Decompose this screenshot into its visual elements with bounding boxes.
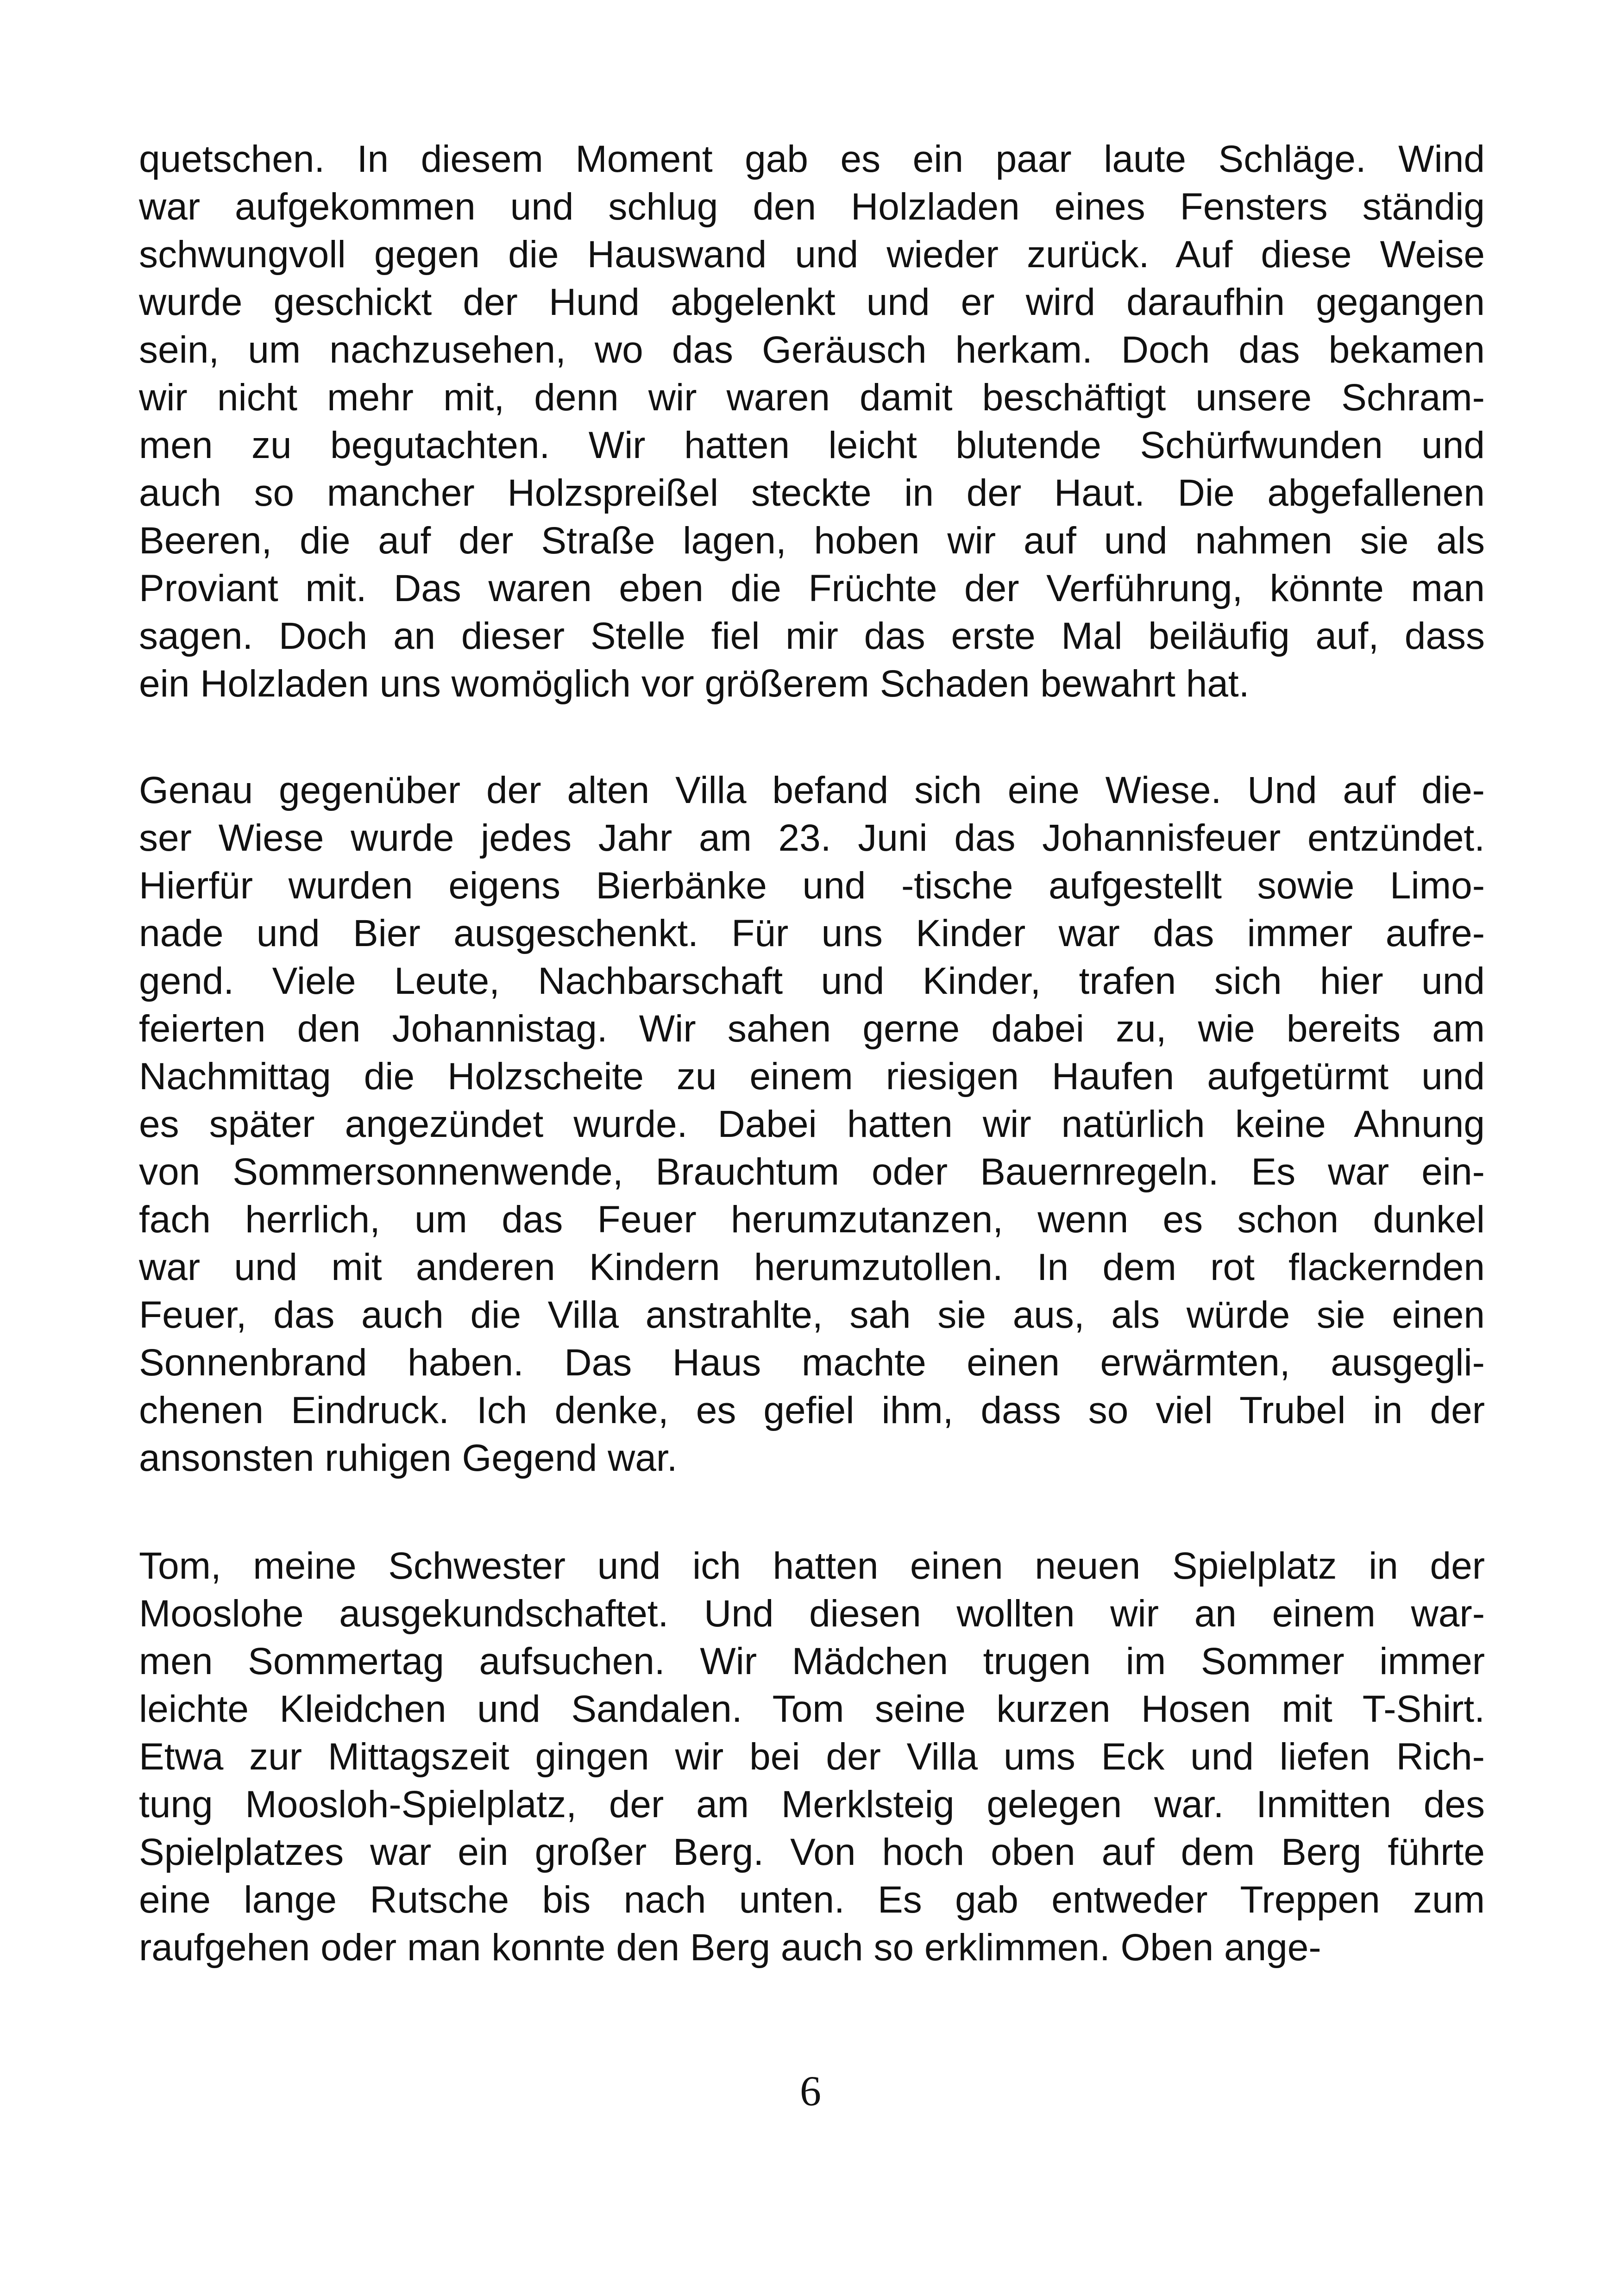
text-line: es später angezündet wurde. Dabei hatten wir natürlich keine Ahnung — [139, 1103, 1485, 1145]
text-line: ansonsten ruhigen Gegend war. — [139, 1437, 678, 1479]
text-line: war aufgekommen und schlug den Holzladen eines Fensters ständig — [139, 186, 1485, 228]
paragraph-2 — [139, 766, 1485, 1482]
text-line: feierten den Johannistag. Wir sahen gerne dabei zu, wie bereits am — [139, 1008, 1485, 1050]
text-line: eine lange Rutsche bis nach unten. Es gab entweder Treppen zum — [139, 1879, 1485, 1921]
text-line: schwungvoll gegen die Hauswand und wieder zurück. Auf diese Weise — [139, 233, 1485, 276]
text-line: raufgehen oder man konnte den Berg auch so erklimmen. Oben ange- — [139, 1926, 1321, 1969]
text-line: Proviant mit. Das waren eben die Früchte der Verführung, könnte man — [139, 567, 1485, 609]
text-line: von Sommersonnenwende, Brauchtum oder Bauernregeln. Es war ein- — [139, 1151, 1485, 1193]
text-line: men zu begutachten. Wir hatten leicht blutende Schürfwunden und — [139, 424, 1485, 466]
text-line: gend. Viele Leute, Nachbarschaft und Kinder, trafen sich hier und — [139, 960, 1485, 1002]
text-line: quetschen. In diesem Moment gab es ein paar laute Schläge. Wind — [139, 138, 1485, 180]
text-line: Genau gegenüber der alten Villa befand sich eine Wiese. Und auf die- — [139, 769, 1485, 811]
text-line: ein Holzladen uns womöglich vor größerem Schaden bewahrt hat. — [139, 663, 1250, 705]
text-line: tung Moosloh-Spielplatz, der am Merklsteig gelegen war. Inmitten des — [139, 1783, 1485, 1826]
text-line: Feuer, das auch die Villa anstrahlte, sah sie aus, als würde sie einen — [139, 1294, 1485, 1336]
text-line: fach herrlich, um das Feuer herumzutanzen, wenn es schon dunkel — [139, 1198, 1485, 1241]
text-line: war und mit anderen Kindern herumzutollen. In dem rot flackernden — [139, 1246, 1485, 1288]
text-line: sagen. Doch an dieser Stelle fiel mir das erste Mal beiläufig auf, dass — [139, 615, 1485, 657]
text-line: Etwa zur Mittagszeit gingen wir bei der Villa ums Eck und liefen Rich- — [139, 1736, 1485, 1778]
paragraph-1 — [139, 135, 1485, 708]
text-line: Tom, meine Schwester und ich hatten einen neuen Spielplatz in der — [139, 1545, 1485, 1587]
text-line: Spielplatzes war ein großer Berg. Von hoch oben auf dem Berg führte — [139, 1831, 1485, 1873]
text-line: wir nicht mehr mit, denn wir waren damit beschäftigt unsere Schram- — [139, 376, 1485, 419]
text-line: Sonnenbrand haben. Das Haus machte einen erwärmten, ausgegli- — [139, 1342, 1485, 1384]
text-line: Nachmittag die Holzscheite zu einem riesigen Haufen aufgetürmt und — [139, 1055, 1485, 1098]
text-line: ser Wiese wurde jedes Jahr am 23. Juni das Johannisfeuer entzündet. — [139, 817, 1485, 859]
text-line: chenen Eindruck. Ich denke, es gefiel ihm, dass so viel Trubel in der — [139, 1389, 1485, 1431]
text-line: Mooslohe ausgekundschaftet. Und diesen wollten wir an einem war- — [139, 1593, 1485, 1635]
text-line: wurde geschickt der Hund abgelenkt und er wird daraufhin gegangen — [139, 281, 1485, 323]
page-number: 6 — [800, 2067, 821, 2114]
text-line: nade und Bier ausgeschenkt. Für uns Kinder war das immer aufre- — [139, 912, 1485, 954]
text-line: Hierfür wurden eigens Bierbänke und -tische aufgestellt sowie Limo- — [139, 865, 1485, 907]
text-line: auch so mancher Holzspreißel steckte in der Haut. Die abgefallenen — [139, 472, 1485, 514]
text-line: leichte Kleidchen und Sandalen. Tom seine kurzen Hosen mit T-Shirt. — [139, 1688, 1485, 1730]
text-line: Beeren, die auf der Straße lagen, hoben wir auf und nahmen sie als — [139, 520, 1485, 562]
paragraph-3 — [139, 1542, 1485, 1971]
text-line: men Sommertag aufsuchen. Wir Mädchen trugen im Sommer immer — [139, 1640, 1485, 1682]
text-line: sein, um nachzusehen, wo das Geräusch herkam. Doch das bekamen — [139, 329, 1485, 371]
